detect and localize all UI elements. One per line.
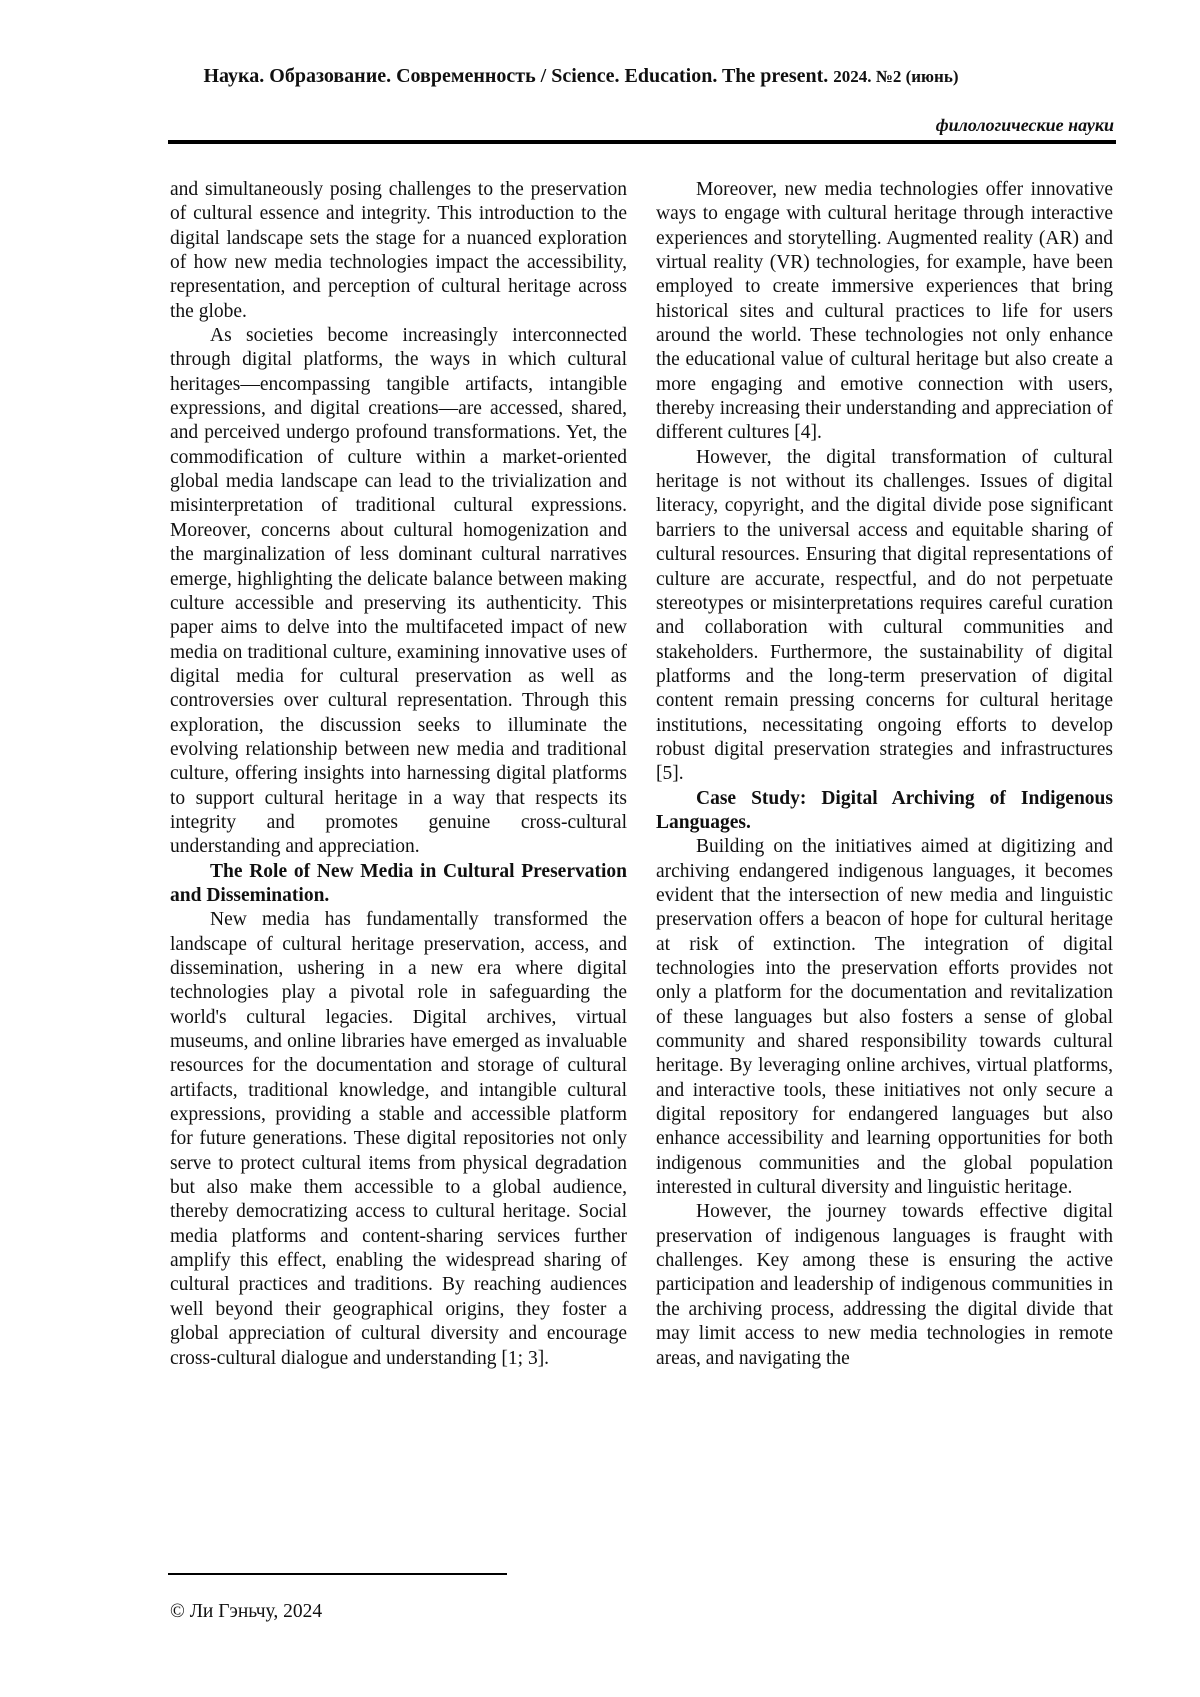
section-heading: Case Study: Digital Archiving of Indigenous Languages. (656, 787, 1113, 833)
paragraph: However, the journey towards effective digital preservation of indigenous languages is fraught with challenges. Key among these is ensuring the active participation and leadership of indigenous communities in the archiving process, addressing the digital divide that may limit access to new media technologies in remote areas, and navigating the (656, 1201, 1113, 1369)
journal-header (158, 64, 1004, 89)
column-right (656, 178, 1113, 1371)
paragraph: However, the digital transformation of cultural heritage is not without its challenges. Issues of digital literacy, copyright, and the digital divide pose significant barriers to the universal access and equitable sharing of cultural resources. Ensuring that digital representations of culture are accurate, respectful, and do not perpetuate stereotypes or misinterpretations requires careful curation and collaboration with cultural communities and stakeholders. Furthermore, the sustainability of digital platforms and the long-term preservation of digital content remain pressing concerns for cultural heritage institutions, necessitating ongoing efforts to develop robust digital preservation strategies and infrastructures [5]. (656, 446, 1113, 785)
article-body (170, 178, 1114, 1371)
section-heading: The Role of New Media in Cultural Preservation and Dissemination. (170, 860, 627, 906)
header-rule (168, 140, 1116, 144)
paragraph: Building on the initiatives aimed at digitizing and archiving endangered indigenous languages, it becomes evident that the intersection of new media and linguistic preservation offers a beacon of hope for cultural heritage at risk of extinction. The integration of digital technologies into the preservation efforts provides not only a platform for the documentation and revitalization of these languages but also fosters a sense of global community and shared responsibility towards cultural heritage. By leveraging online archives, virtual platforms, and interactive tools, these initiatives not only secure a digital repository for endangered languages but also enhance accessibility and learning opportunities for both indigenous communities and the global population interested in cultural diversity and linguistic heritage. (656, 836, 1113, 1199)
copyright-notice: © Ли Гэньчу, 2024 (170, 1601, 323, 1622)
paragraph: New media has fundamentally transformed the landscape of cultural heritage preservation, access, and dissemination, ushering in a new era where digital technologies play a pivotal role in safeguarding the world's cultural legacies. Digital archives, virtual museums, and online libraries have emerged as invaluable resources for the documentation and storage of cultural artifacts, traditional knowledge, and intangible cultural expressions, providing a stable and accessible platform for future generations. These digital repositories not only serve to protect cultural items from physical degradation but also make them accessible to a global audience, thereby democratizing access to cultural heritage. Social media platforms and content-sharing services further amplify this effect, enabling the widespread sharing of cultural practices and traditions. By reaching audiences well beyond their geographical origins, they foster a global appreciation of cultural diversity and encourage cross-cultural dialogue and understanding [1; 3]. (170, 909, 627, 1369)
journal-issue: 2024. №2 (июнь) (833, 67, 959, 86)
journal-title: Наука. Образование. Современность / Science. Education. The present. (203, 65, 829, 87)
section-label: филологические науки (935, 115, 1114, 135)
paragraph: As societies become increasingly interconnected through digital platforms, the ways in which cultural heritages—encompassing tangible artifacts, intangible expressions, and digital creations—are accessed, shared, and perceived undergo profound transformations. Yet, the commodification of culture within a market-oriented global media landscape can lead to the trivialization and misinterpretation of traditional cultural expressions. Moreover, concerns about cultural homogenization and the marginalization of less dominant cultural narratives emerge, highlighting the delicate balance between making culture accessible and preserving its authenticity. This paper aims to delve into the multifaceted impact of new media on traditional culture, examining innovative uses of digital media for cultural preservation as well as controversies over cultural representation. Through this exploration, the discussion seeks to illuminate the evolving relationship between new media and traditional culture, offering insights into harnessing digital platforms to support cultural heritage in a way that respects its integrity and promotes genuine cross-cultural understanding and appreciation. (170, 325, 627, 858)
column-left (170, 178, 627, 1371)
footnote-separator (168, 1573, 507, 1575)
paragraph: and simultaneously posing challenges to the preservation of cultural essence and integrity. This introduction to the digital landscape sets the stage for a nuanced exploration of how new media technologies impact the accessibility, representation, and perception of cultural heritage across the globe. (170, 179, 627, 322)
paragraph: Moreover, new media technologies offer innovative ways to engage with cultural heritage through interactive experiences and storytelling. Augmented reality (AR) and virtual reality (VR) technologies, for example, have been employed to create immersive experiences that bring historical sites and cultural practices to life for users around the world. These technologies not only enhance the educational value of cultural heritage but also create a more engaging and emotive connection with users, thereby increasing their understanding and appreciation of different cultures [4]. (656, 179, 1113, 444)
